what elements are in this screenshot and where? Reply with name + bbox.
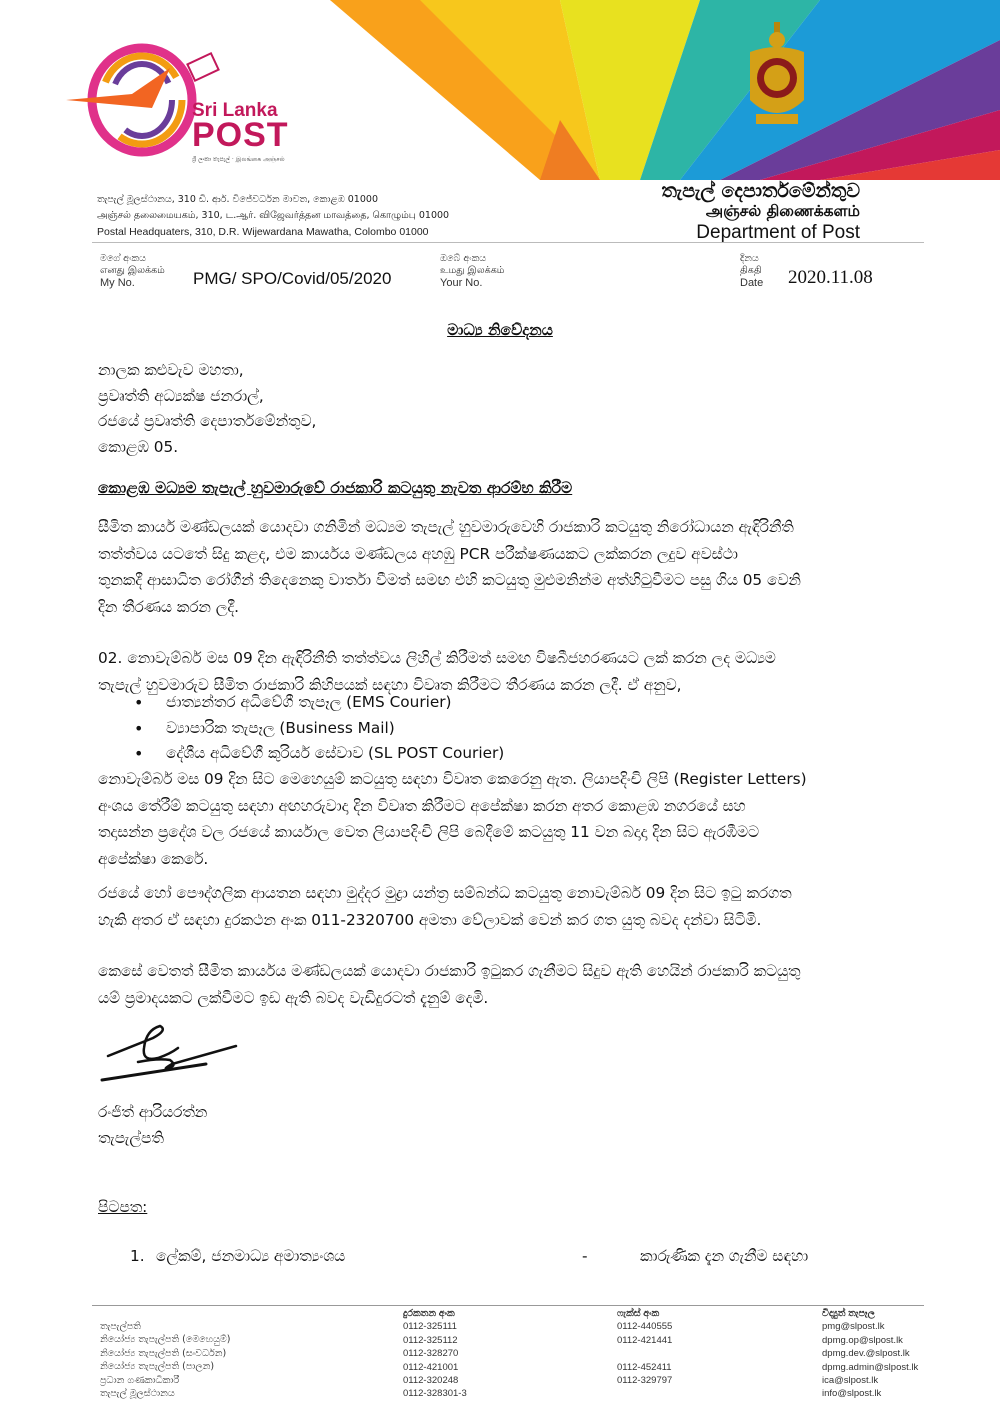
paragraph-line: අපේක්ෂා කෙරේ. [98,849,209,868]
footer-title: නියෝජ්‍ය තැපැල්පති (සංවර්ධන) [100,1347,227,1359]
paragraph-line: 02. නොවැම්බර් මස 09 දින ඇඳිරිනීති තත්ත්වය ලිහිල් කිරීමත් සමඟ විෂබීජහරණයට ලක් කරන ලද මධ්‍යම [98,649,776,667]
footer-fax: 0112-440555 [617,1321,673,1333]
date-label-sinhala: දිනය [740,253,759,264]
footer-phone-column [403,1307,467,1401]
recipient-block [98,358,598,460]
my-no-value: PMG/ SPO/Covid/05/2020 [193,269,392,288]
footer-divider [92,1305,924,1306]
paragraph-3 [98,766,938,872]
paragraph-line: දින තීරණය කරන ලදී. [98,597,240,616]
recipient-line: ප්‍රවෘත්ති අධ්‍යක්ෂ ජනරාල්, [98,386,264,405]
logo-text-sri-lanka: Sri Lanka [192,100,278,121]
logo-text-post: POST [192,116,289,154]
recipient-line: කොළඹ 05. [98,437,179,456]
footer-fax-header: ෆැක්ස් අංක [617,1308,660,1319]
footer-email: dpmg.admin@slpost.lk [822,1361,919,1373]
paragraph-line: කෙසේ වෙතත් සීමිත කාර්යය මණ්ඩලයක් යොදවා රාජකාරි ඉටුකර ගැනීමට සිදුව ඇති හෙයින් රාජකාරි කටයුතු [98,962,801,980]
footer-fax: 0112-329797 [617,1375,673,1387]
paragraph-5 [98,958,938,1011]
footer-title: තැපැල් මූලස්ථානය [100,1388,175,1400]
paragraph-4 [98,880,938,933]
paragraph-line: අංශය තේරීම් කටයුතු සඳහා අඟහරුවාදා දින විවෘත කිරීමට අපේක්ෂා කරන අතර කොළඹ නගරයේ සහ [98,796,746,815]
date-value: 2020.11.08 [788,267,873,288]
subject-heading: කොළඹ මධ්‍යම තැපැල් හුවමාරුවේ රාජකාරි කටයුතු නැවත ආරම්භ කිරීම [98,479,573,497]
your-no-label-tamil: உமது இலக்கம் [440,265,505,276]
paragraph-line: රජයේ හෝ පෞද්ගලික ආයතන සඳහා මුද්දර මුද්‍රා යන්ත්‍ර සම්බන්ධ කටයුතු නොවැම්බර් 09 දින සිට ඉටු කරගත [98,884,792,902]
logo-tagline: ශ්‍රී ලංකා තැපැල් · இலங்கை அஞ்சல் [192,156,285,163]
copies-label: පිටපත: [98,1198,148,1216]
footer-phone: 0112-325111 [403,1321,457,1333]
footer-email: pmg@slpost.lk [822,1321,885,1333]
your-no-label-english: Your No. [440,277,483,289]
signer-name: රංජිත් ආරියරත්න [98,1103,208,1121]
recipient-line: නාලක කළුවැව මහතා, [98,361,244,379]
services-list [128,690,828,767]
department-name-tamil: அஞ்சல் திணைக்களம் [705,202,860,220]
footer-fax [617,1347,672,1360]
paragraph-line: හැකි අතර ඒ සඳහා දුරකථන අංක 011-2320700 අමතා වේලාවක් වෙන් කර ගත යුතු බවද දන්වා සිටිමි. [98,910,762,929]
footer-title: නියෝජ්‍ය තැපැල්පති (මෙහෙයුම්) [100,1334,231,1346]
paragraph-line: නොවැම්බර් මස 09 දින සිට මෙහෙයුම් කටයුතු සඳහා විවෘත කෙරෙනු ඇත. ලියාපදිංචි ලිපි (Register Letters) [98,770,807,788]
footer-email-header: විද්‍යුත් තැපෑල [822,1308,875,1319]
footer-email-column [822,1307,918,1401]
footer-titles-column [100,1320,231,1400]
date-label-tamil: திகதி [740,265,762,276]
footer-phone-header: දුරකතන අංක [403,1308,455,1319]
my-no-label-tamil: எனது இலக்கம் [100,265,165,276]
date-label-english: Date [740,277,764,289]
copy-number: 1. [130,1247,145,1265]
document-title: මාධ්‍ය නිවේදනය [447,321,553,339]
footer-title: නියෝජ්‍ය තැපැල්පති (පාලන) [100,1361,215,1373]
header-divider [92,242,924,243]
footer-email: ica@slpost.lk [822,1375,879,1387]
footer-title: ප්‍රධාන ගණකාධිකාරී [100,1374,180,1386]
paragraph-line: සීමිත කාර්ය මණ්ඩලයක් යොදවා ගනිමින් මධ්‍යම තැපැල් හුවමාරුවෙහි රාජකාරි කටයුතු නිරෝධායන ඇඳිරිනීති [98,518,794,536]
sri-lanka-emblem-icon [742,22,812,130]
list-item: • ව්‍යාපාරික තැපෑල (Business Mail) [128,716,828,742]
footer-phone: 0112-325112 [403,1334,458,1346]
footer-title: තැපැල්පති [100,1321,141,1332]
my-no-label-english: My No. [100,277,135,289]
footer-fax: 0112-452411 [617,1361,672,1373]
footer-phone: 0112-328301-3 [403,1388,467,1400]
address-tamil: அஞ்சல் தலைமையகம், 310, ட.ஆர். விஜேவர்த்தன மாவத்தை, கொழும்பு 01000 [97,210,450,221]
copy-dash: - [582,1247,588,1265]
paragraph-line: තැපැල් හුවමාරුව සීමිත රාජකාරි කිහිපයක් සඳහා විවෘත කිරීමට තීරණය කරන ලදී. ඒ අනුව, [98,675,682,694]
list-item: • දේශීය අධිවේගී කුරියර් සේවාව (SL POST Courier) [128,741,828,767]
your-no-label-sinhala: ඔබේ අංකය [440,253,487,264]
footer-fax: 0112-421441 [617,1334,673,1346]
paragraph-line: තදාසන්න ප්‍රදේශ වල රජයේ කාර්යාල වෙත ලියාපදිංචි ලිපි බෙදීමේ කටයුතු 11 වන බදාදා දින සිට ඇරඹීමට [98,823,760,841]
paragraph-1 [98,514,938,620]
signer-title: තැපැල්පති [98,1129,164,1147]
footer-email: dpmg.op@slpost.lk [822,1334,903,1346]
footer-email: info@slpost.lk [822,1388,882,1400]
footer-email: dpmg.dev.@slpost.lk [822,1348,910,1360]
copy-purpose: කාරුණික දැන ගැනීම සඳහා [640,1247,809,1265]
recipient-line: රජයේ ප්‍රවෘත්ති දෙපාර්තමේන්තුව, [98,412,317,430]
list-item: • ජාත්‍යන්තර අධිවේගී තැපෑල (EMS Courier) [128,690,828,716]
my-no-label-sinhala: මගේ අංකය [100,253,146,264]
footer-phone: 0112-421001 [403,1361,459,1373]
address-sinhala: තැපැල් මූලස්ථානය, 310 ඩී. ආර්. විජේවර්ධන මාවත, කොළඹ 01000 [97,194,378,205]
footer-phone: 0112-320248 [403,1375,459,1387]
address-english: Postal Headquaters, 310, D.R. Wijewardana Mawatha, Colombo 01000 [97,226,429,238]
footer-phone: 0112-328270 [403,1348,459,1360]
department-name-sinhala: තැපැල් දෙපාර්තමේන්තුව [661,180,860,202]
handwritten-signature [98,1018,248,1088]
copy-recipient: ලේකම්, ජනමාධ්‍ය අමාත්‍යංශය [156,1247,346,1265]
paragraph-line: යම් ප්‍රමාදයකට ලක්වීමට ඉඩ ඇති බවද වැඩිදුරටත් දැනුම් දෙමි. [98,988,489,1007]
paragraph-line: තුනකදී ආසාධිත රෝගීන් තිදෙනෙකු වාර්තා වීමත් සමඟ එහි කටයුතු මුළුමනින්ම අත්හිටුවීමට පසු ගිය 05 වෙනි [98,571,801,589]
department-name-english: Department of Post [696,222,860,243]
footer-fax-column [617,1307,672,1387]
paragraph-line: තත්ත්වය යටතේ සිදු කළද, එම කාර්යය මණ්ඩලය අහඹු PCR පරීක්ෂණයකට ලක්කරන ලදුව අවස්ථා [98,544,738,563]
